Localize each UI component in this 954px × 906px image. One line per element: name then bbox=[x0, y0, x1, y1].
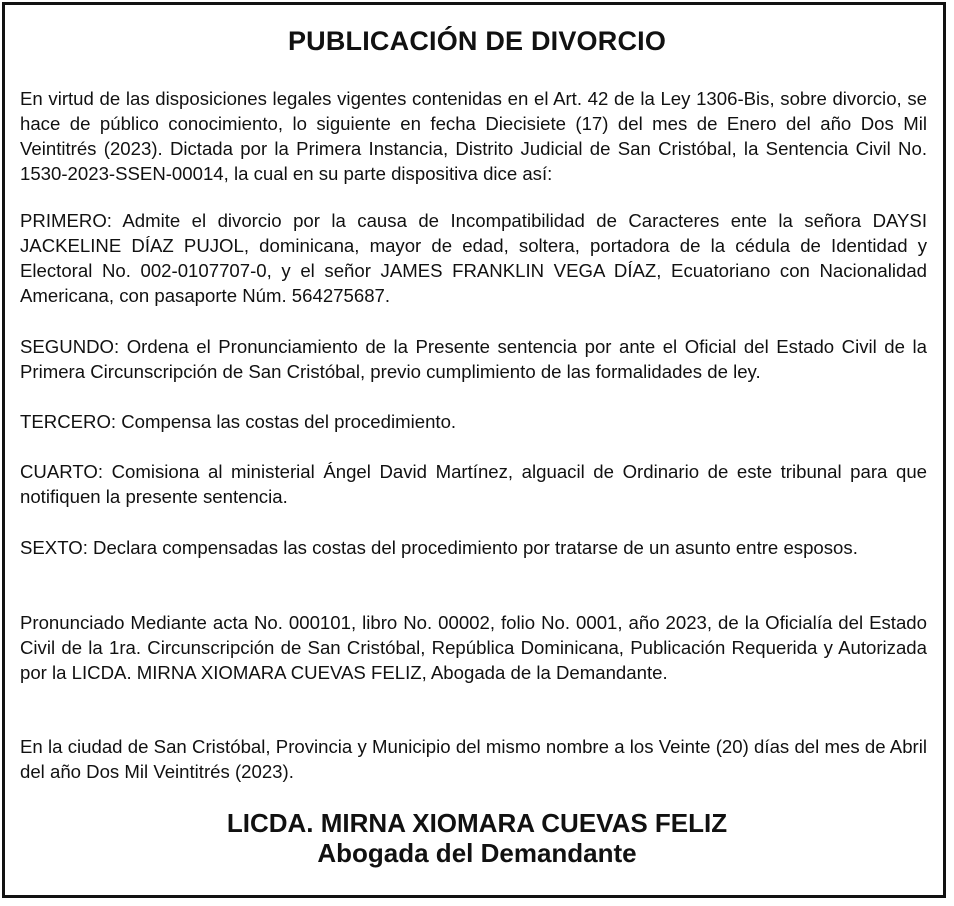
segundo-paragraph: SEGUNDO: Ordena el Pronunciamiento de la Presente sentencia por ante el Oficial del Estado Civil de la Primera Circunscripción de San Cristóbal, previo cumplimiento de las formalidades de ley. bbox=[20, 336, 927, 382]
signature-name: LICDA. MIRNA XIOMARA CUEVAS FELIZ bbox=[226, 808, 728, 838]
sexto-paragraph: SEXTO: Declara compensadas las costas del procedimiento por tratarse de un asunto entre esposos. bbox=[20, 537, 858, 558]
pronunciado-paragraph: Pronunciado Mediante acta No. 000101, libro No. 00002, folio No. 0001, año 2023, de la Oficialía del Estado Civil de la 1ra. Circunscripción de San Cristóbal, República Dominicana, Publicación Requerida y Autorizada por la LICDA. MIRNA XIOMARA CUEVAS FELIZ, Abogada de la Demandante. bbox=[20, 612, 927, 683]
signature-role: Abogada del Demandante bbox=[317, 838, 637, 868]
tercero-paragraph: TERCERO: Compensa las costas del procedimiento. bbox=[20, 411, 457, 432]
primero-paragraph: PRIMERO: Admite el divorcio por la causa de Incompatibilidad de Caracteres ente la señora DAYSI JACKELINE DÍAZ PUJOL, dominicana, mayor de edad, soltera, portadora de la cédula de Identidad y Electoral No. 002-0107707-0, y el señor JAMES FRANKLIN VEGA DÍAZ, Ecuatoriano con Nacionalidad Americana, con pasaporte Núm. 564275687. bbox=[20, 210, 927, 306]
cuarto-paragraph: CUARTO: Comisiona al ministerial Ángel David Martínez, alguacil de Ordinario de este tribunal para que notifiquen la presente sentencia. bbox=[20, 461, 927, 507]
closing-paragraph: En la ciudad de San Cristóbal, Provincia y Municipio del mismo nombre a los Veinte (20) días del mes de Abril del año Dos Mil Veintitrés (2023). bbox=[20, 736, 927, 782]
intro-paragraph: En virtud de las disposiciones legales vigentes contenidas en el Art. 42 de la Ley 1306-Bis, sobre divorcio, se hace de público conocimiento, lo siguiente en fecha Diecisiete (17) del mes de Enero del año Dos Mil Veintitrés (2023). Dictada por la Primera Instancia, Distrito Judicial de San Cristóbal, la Sentencia Civil No. 1530-2023-SSEN-00014, la cual en su parte dispositiva dice así: bbox=[20, 88, 927, 184]
notice-title: PUBLICACIÓN DE DIVORCIO bbox=[287, 26, 667, 56]
